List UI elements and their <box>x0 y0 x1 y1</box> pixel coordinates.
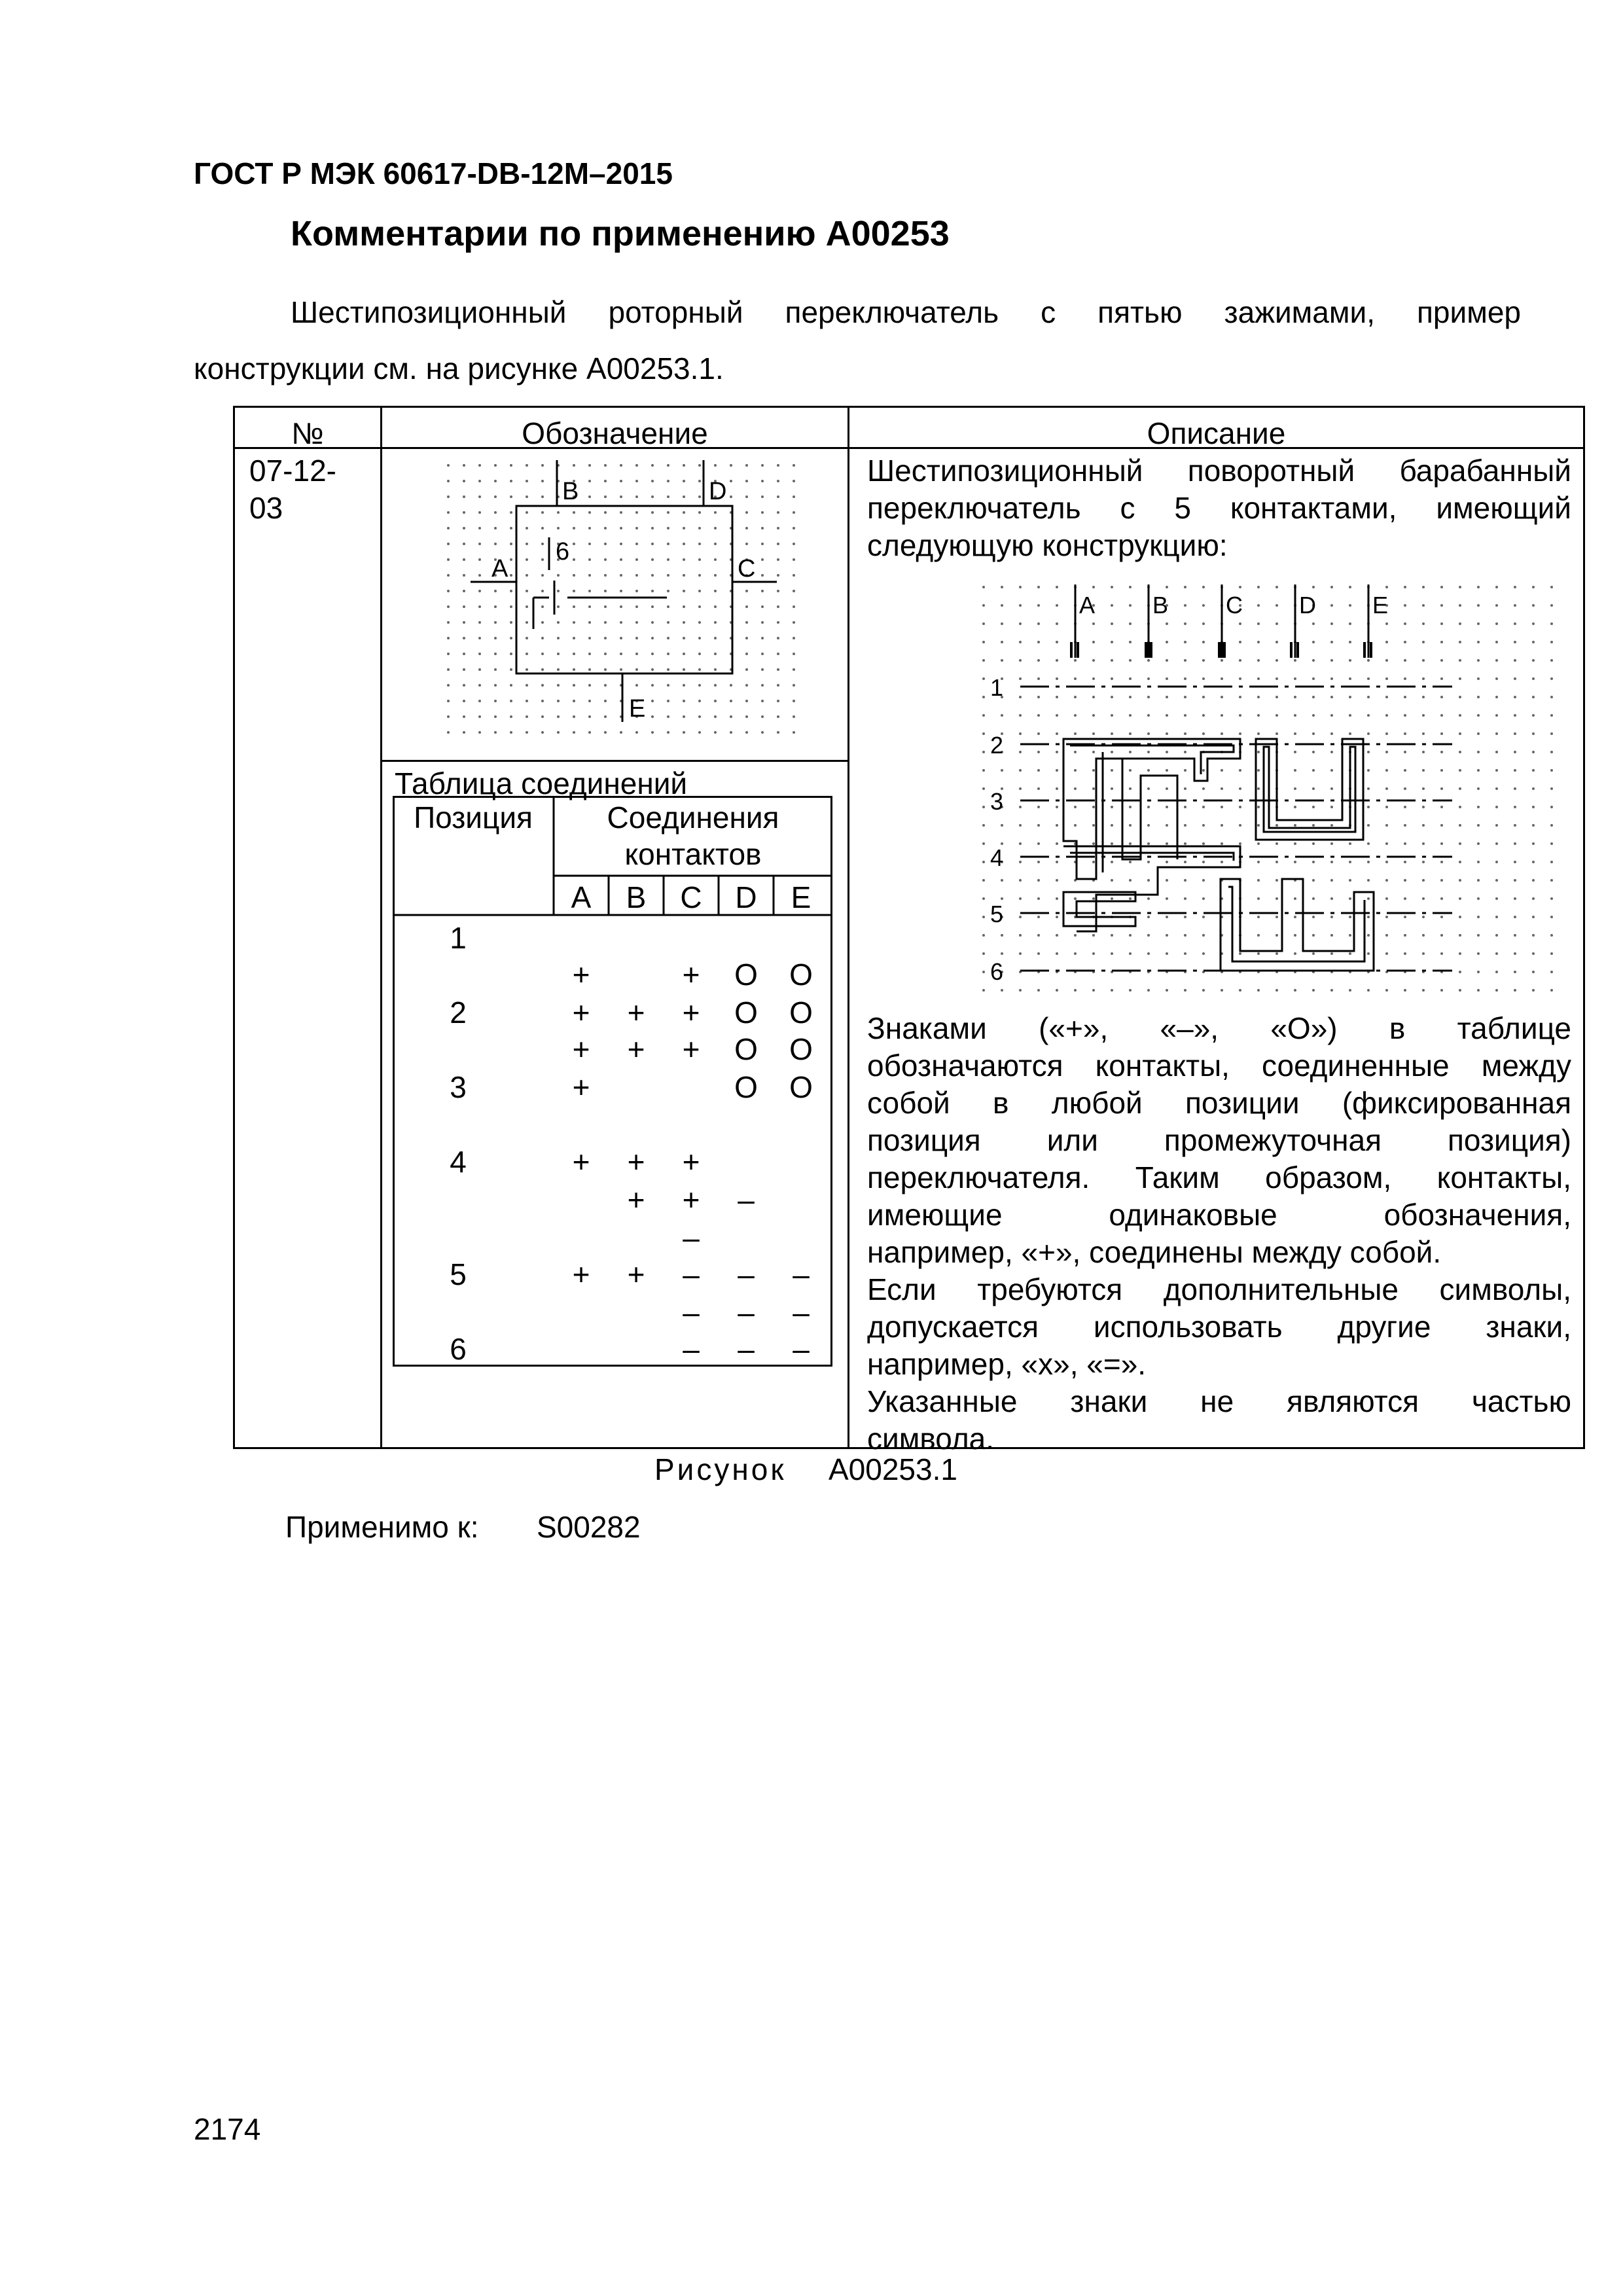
connection-mark: + <box>682 958 700 992</box>
connection-mark: – <box>793 1257 810 1291</box>
drum-label-c: C <box>1226 592 1243 619</box>
symbol-divider <box>380 760 849 762</box>
description-line: следующую конструкцию: <box>867 528 1228 562</box>
row-number-line: 03 <box>249 491 283 525</box>
drum-label-d: D <box>1299 592 1316 619</box>
description-line: допускается использовать другие знаки, <box>867 1310 1571 1344</box>
connection-mark: + <box>682 1032 700 1066</box>
section-heading: Комментарии по применению А00253 <box>291 214 950 253</box>
connection-mark: + <box>682 1183 700 1217</box>
position-label: 2 <box>450 996 467 1030</box>
connection-mark: O <box>734 1032 758 1066</box>
contact-header-b: B <box>626 880 647 914</box>
figure-caption-number: А00253.1 <box>829 1452 957 1486</box>
connection-mark: – <box>738 1295 755 1329</box>
drum-label-a: A <box>1079 592 1096 619</box>
drum-position-4: 4 <box>990 844 1004 871</box>
description-bottom <box>867 1010 1571 1458</box>
label-c: C <box>738 555 756 583</box>
description-line: Указанные знаки не являются частью <box>867 1384 1571 1418</box>
column-divider <box>380 408 382 1447</box>
description-top <box>867 452 1571 564</box>
connection-mark: + <box>572 1145 590 1179</box>
drum-position-5: 5 <box>990 901 1004 927</box>
connection-mark: – <box>683 1332 700 1366</box>
page-number: 2174 <box>194 2112 261 2146</box>
header-description: Описание <box>1147 416 1286 450</box>
description-line: Знаками («+», «–», «О») в таблице <box>867 1011 1571 1045</box>
connection-mark: O <box>789 1070 813 1104</box>
connection-mark: – <box>683 1257 700 1291</box>
description-line: Шестипозиционный поворотный барабанный <box>867 454 1571 488</box>
connection-mark: O <box>734 958 758 992</box>
label-e: E <box>629 695 646 723</box>
figure-caption-label: Рисунок <box>654 1452 787 1486</box>
connection-mark: – <box>738 1183 755 1217</box>
contact-header-d: D <box>735 880 757 914</box>
header-number: № <box>291 416 324 450</box>
connection-mark: + <box>572 1257 590 1291</box>
description-line: например, «х», «=». <box>867 1347 1147 1381</box>
description-line: переключатель с 5 контактами, имеющий <box>867 491 1571 525</box>
description-line: собой в любой позиции (фиксированная <box>867 1086 1571 1120</box>
description-line: переключателя. Таким образом, контакты, <box>867 1160 1571 1194</box>
connections-header-line-1: Соединения <box>607 800 779 834</box>
connection-mark: + <box>627 996 645 1030</box>
connection-mark: O <box>789 1032 813 1066</box>
drum-position-1: 1 <box>990 674 1004 701</box>
connection-mark: – <box>683 1295 700 1329</box>
connection-mark: + <box>627 1183 645 1217</box>
connection-mark: + <box>682 1145 700 1179</box>
position-label: 5 <box>450 1257 467 1291</box>
row-number-line: 07-12- <box>249 454 336 488</box>
document-code: ГОСТ Р МЭК 60617-DB-12M–2015 <box>194 156 673 190</box>
drum-switch-diagram <box>981 584 1557 1003</box>
label-a: A <box>491 555 508 583</box>
intro-line-2: конструкции см. на рисунке А00253.1. <box>194 351 724 386</box>
position-label: 6 <box>450 1332 467 1366</box>
position-header: Позиция <box>414 800 533 834</box>
connection-mark: – <box>738 1257 755 1291</box>
connection-mark: + <box>572 996 590 1030</box>
description-line: символа. <box>867 1422 995 1456</box>
drum-position-2: 2 <box>990 732 1004 759</box>
drum-position-3: 3 <box>990 788 1004 815</box>
description-line: имеющие одинаковые обозначения, <box>867 1198 1571 1232</box>
connection-mark: + <box>627 1145 645 1179</box>
label-b: B <box>562 478 579 505</box>
description-line: Если требуются дополнительные символы, <box>867 1272 1571 1306</box>
connection-table <box>393 796 832 1367</box>
contact-header-a: A <box>571 880 592 914</box>
connection-table-title: Таблица соединений <box>395 766 688 800</box>
connection-mark: – <box>793 1295 810 1329</box>
applies-to-label: Применимо к: <box>285 1510 479 1544</box>
connection-mark: + <box>682 996 700 1030</box>
connection-mark: O <box>734 996 758 1030</box>
column-divider <box>847 408 849 1447</box>
header-symbol: Обозначение <box>522 416 708 450</box>
label-6: 6 <box>556 538 570 565</box>
connection-mark: + <box>572 1070 590 1104</box>
connection-mark: – <box>793 1332 810 1366</box>
connection-mark: O <box>789 958 813 992</box>
connection-mark: + <box>572 1032 590 1066</box>
drum-position-6: 6 <box>990 958 1004 985</box>
connection-mark: + <box>627 1257 645 1291</box>
connection-mark: O <box>734 1070 758 1104</box>
connection-mark: O <box>789 996 813 1030</box>
connections-header-line-2: контактов <box>624 837 762 871</box>
drum-label-e: E <box>1372 592 1389 619</box>
description-line: позиция или промежуточная позиция) <box>867 1123 1571 1157</box>
contact-header-e: E <box>791 880 812 914</box>
label-d: D <box>709 478 727 505</box>
row-number <box>249 452 336 527</box>
drum-label-b: B <box>1152 592 1169 619</box>
intro-line-1: Шестипозиционный роторный переключатель с пятью зажимами, пример <box>291 295 1521 329</box>
contact-header-c: C <box>680 880 702 914</box>
position-label: 1 <box>450 921 467 955</box>
connection-mark: + <box>627 1032 645 1066</box>
rotary-switch-symbol <box>444 460 798 748</box>
description-line: обозначаются контакты, соединенные между <box>867 1049 1571 1083</box>
connection-mark: + <box>572 958 590 992</box>
position-label: 4 <box>450 1145 467 1179</box>
description-line: например, «+», соединены между собой. <box>867 1235 1442 1269</box>
connection-mark: – <box>738 1332 755 1366</box>
connection-mark: – <box>683 1221 700 1255</box>
applies-to-value: S00282 <box>537 1510 641 1544</box>
position-label: 3 <box>450 1070 467 1104</box>
